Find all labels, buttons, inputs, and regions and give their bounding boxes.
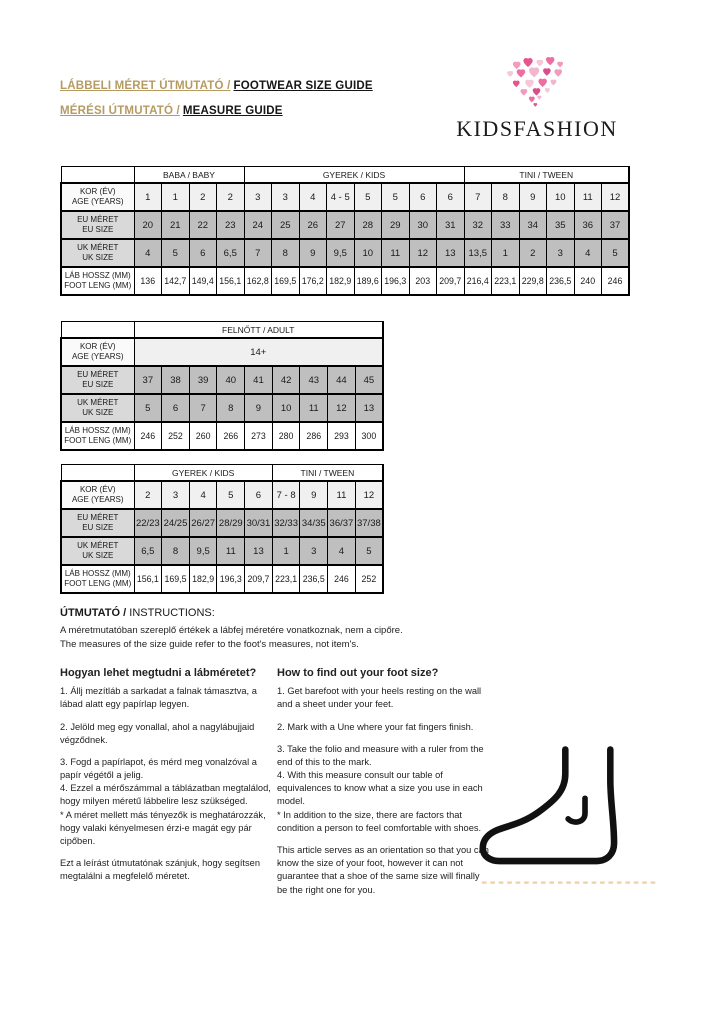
table-cell: 24 — [244, 211, 272, 239]
heart-cluster-icon — [504, 56, 570, 114]
row-label-line: FOOT LENG (MM) — [64, 579, 132, 588]
table-cell: 30 — [409, 211, 437, 239]
row-label-line: UK SIZE — [82, 408, 114, 417]
table-cell: 37 — [134, 366, 162, 394]
table-row-foot — [61, 565, 383, 593]
table-cell: 156,1 — [134, 565, 162, 593]
table-cell: 196,3 — [382, 267, 410, 295]
table-cell: 13 — [355, 394, 383, 422]
table-cell: 6 — [245, 481, 273, 509]
table-cell: 2 — [519, 239, 547, 267]
table-cell: 149,4 — [189, 267, 217, 295]
size-table-adult — [60, 321, 384, 451]
table-cell: 1 — [492, 239, 520, 267]
corner-blank-cell — [61, 322, 134, 339]
row-label-line: UK MÉRET — [77, 242, 119, 252]
table-row-eu — [61, 366, 383, 394]
page-title-1 — [60, 80, 373, 92]
instruction-paragraph: 3. Take the folio and measure with a ruler from the end of this to the mark. — [277, 743, 484, 767]
table-cell: 9 — [299, 239, 327, 267]
table-cell: 142,7 — [162, 267, 190, 295]
table-cell: 41 — [245, 366, 273, 394]
table-cell-merged: 14+ — [134, 338, 383, 366]
instruction-paragraph: 1. Állj mezítláb a sarkadat a falnak támasztva, a lábad alatt egy papírlap legyen. — [60, 686, 257, 710]
instruction-paragraph: 4. Ezzel a mérőszámmal a táblázatban megtalálod, hogy milyen méretű lábbelire lesz szükséged. — [60, 783, 271, 807]
table-cell: 3 — [162, 481, 190, 509]
table-row-uk — [61, 394, 383, 422]
table-cell: 4 — [299, 183, 327, 211]
table-cell: 11 — [217, 537, 245, 565]
table-cell: 7 - 8 — [272, 481, 300, 509]
table-cell: 21 — [162, 211, 190, 239]
table-cell: 162,8 — [244, 267, 272, 295]
table-cell: 44 — [328, 366, 356, 394]
table-cell: 9,5 — [189, 537, 217, 565]
table-cell: 2 — [189, 183, 217, 211]
instructions-column-english — [277, 666, 489, 897]
table-cell: 196,3 — [217, 565, 245, 593]
table-cell: 22/23 — [134, 509, 162, 537]
table-cell: 8 — [217, 394, 245, 422]
table-cell: 4 - 5 — [327, 183, 355, 211]
table-cell: 300 — [355, 422, 383, 450]
table-cell: 26/27 — [189, 509, 217, 537]
row-label — [61, 338, 134, 366]
age-group-header: TINI / TWEEN — [464, 167, 629, 184]
row-label — [61, 565, 134, 593]
table-cell: 229,8 — [519, 267, 547, 295]
instructions-steps-hu — [60, 685, 275, 883]
table-cell: 6,5 — [217, 239, 245, 267]
table-cell: 34 — [519, 211, 547, 239]
table-cell: 26 — [299, 211, 327, 239]
instructions-intro-hu: A méretmutatóban szereplő értékek a lábfej méretére vonatkoznak, nem a cipőre. — [60, 625, 403, 636]
table-cell: 28/29 — [217, 509, 245, 537]
title-2-english: MEASURE GUIDE — [182, 105, 283, 117]
table-cell: 25 — [272, 211, 300, 239]
table-cell: 13,5 — [464, 239, 492, 267]
instructions-heading-en: INSTRUCTIONS: — [126, 607, 215, 619]
row-label — [61, 211, 134, 239]
table-cell: 37/38 — [355, 509, 383, 537]
table-cell: 280 — [272, 422, 300, 450]
table-cell: 38 — [162, 366, 190, 394]
table-cell: 176,2 — [299, 267, 327, 295]
table-cell: 1 — [272, 537, 300, 565]
age-group-header: FELNŐTT / ADULT — [134, 322, 383, 339]
table-cell: 32/33 — [272, 509, 300, 537]
table-cell: 5 — [354, 183, 382, 211]
row-label — [61, 537, 134, 565]
age-group-header: GYEREK / KIDS — [244, 167, 464, 184]
table-cell: 6 — [189, 239, 217, 267]
row-label — [61, 366, 134, 394]
row-label — [61, 183, 134, 211]
brand-name: KIDSFASHION — [456, 116, 618, 141]
size-table-adult-table — [60, 321, 384, 451]
table-cell: 11 — [328, 481, 356, 509]
row-label-line: EU MÉRET — [77, 512, 119, 522]
table-cell: 4 — [134, 239, 162, 267]
row-label-line: EU MÉRET — [77, 214, 119, 224]
row-label-line: EU SIZE — [82, 225, 114, 234]
row-label-line: LÁB HOSSZ (MM) — [64, 425, 131, 435]
table-cell: 6 — [409, 183, 437, 211]
table-cell: 5 — [162, 239, 190, 267]
table-cell: 2 — [134, 481, 162, 509]
table-cell: 252 — [162, 422, 190, 450]
table-cell: 5 — [382, 183, 410, 211]
title-2-hungarian: MÉRÉSI ÚTMUTATÓ / — [60, 105, 180, 117]
instructions-section — [60, 607, 540, 897]
size-table-baby-kids-tween-table — [60, 166, 630, 296]
table-cell: 10 — [272, 394, 300, 422]
table-cell: 156,1 — [217, 267, 245, 295]
table-cell: 3 — [547, 239, 575, 267]
size-table-baby-kids-tween — [60, 166, 630, 296]
table-cell: 9 — [300, 481, 328, 509]
table-cell: 273 — [245, 422, 273, 450]
table-cell: 260 — [189, 422, 217, 450]
table-cell: 236,5 — [547, 267, 575, 295]
instructions-column-hungarian — [60, 666, 275, 897]
instruction-paragraph: * A méret mellett más tényezők is meghatározzák, hogy valaki kényelmesen érzi-e magát egy pár cipőben. — [60, 809, 266, 847]
table-row-uk — [61, 537, 383, 565]
page-title-2 — [60, 105, 373, 117]
table-cell: 31 — [437, 211, 465, 239]
ankle-detail-path — [568, 798, 585, 822]
table-cell: 30/31 — [245, 509, 273, 537]
table-cell: 10 — [547, 183, 575, 211]
table-cell: 3 — [300, 537, 328, 565]
row-label — [61, 481, 134, 509]
instruction-paragraph: 2. Mark with a Une where your fat fingers finish. — [277, 721, 474, 732]
table-cell: 33 — [492, 211, 520, 239]
table-cell: 12 — [409, 239, 437, 267]
title-1-hungarian: LÁBBELI MÉRET ÚTMUTATÓ / — [60, 80, 231, 92]
row-label — [61, 422, 134, 450]
corner-blank-cell — [61, 167, 134, 184]
row-label-line: KOR (ÉV) — [79, 341, 116, 351]
table-row-uk — [61, 239, 629, 267]
table-cell: 236,5 — [300, 565, 328, 593]
table-cell: 5 — [355, 537, 383, 565]
table-cell: 13 — [437, 239, 465, 267]
instructions-heading — [60, 607, 540, 619]
table-cell: 266 — [217, 422, 245, 450]
row-label — [61, 239, 134, 267]
table-cell: 8 — [492, 183, 520, 211]
table-cell: 246 — [134, 422, 162, 450]
table-cell: 35 — [547, 211, 575, 239]
table-cell: 20 — [134, 211, 162, 239]
table-cell: 182,9 — [327, 267, 355, 295]
table-cell: 240 — [574, 267, 602, 295]
table-row-foot — [61, 267, 629, 295]
row-label-line: UK MÉRET — [77, 397, 119, 407]
foot-outline-illustration — [476, 742, 664, 892]
row-label-line: LÁB HOSSZ (MM) — [64, 568, 131, 578]
title-1-english: FOOTWEAR SIZE GUIDE — [233, 80, 373, 92]
row-label-line: FOOT LENG (MM) — [64, 281, 132, 290]
table-cell: 3 — [272, 183, 300, 211]
instruction-paragraph: Ezt a leírást útmutatónak szánjuk, hogy segítsen megtalálni a megfelelő méretet. — [60, 858, 260, 882]
row-label-line: UK MÉRET — [77, 540, 119, 550]
table-cell: 209,7 — [245, 565, 273, 593]
size-table-double-sizes-table — [60, 464, 384, 594]
table-cell: 9 — [519, 183, 547, 211]
row-label-line: AGE (YEARS) — [71, 495, 124, 504]
table-cell: 23 — [217, 211, 245, 239]
header-titles — [60, 80, 373, 130]
row-label-line: AGE (YEARS) — [71, 352, 124, 361]
table-cell: 182,9 — [189, 565, 217, 593]
table-cell: 12 — [602, 183, 630, 211]
table-cell: 246 — [328, 565, 356, 593]
table-cell: 12 — [328, 394, 356, 422]
row-label — [61, 267, 134, 295]
table-row-eu — [61, 211, 629, 239]
row-label-line: KOR (ÉV) — [79, 484, 116, 494]
row-label-line: UK SIZE — [82, 253, 114, 262]
table-cell: 22 — [189, 211, 217, 239]
row-label-line: EU MÉRET — [77, 369, 119, 379]
table-cell: 29 — [382, 211, 410, 239]
instruction-paragraph: 4. With this measure consult our table of equivalences to know what a size you use in each model. — [277, 770, 483, 807]
table-cell: 203 — [409, 267, 437, 295]
instructions-intro-en: The measures of the size guide refer to the foot's measures, not item's. — [60, 638, 359, 650]
table-cell: 169,5 — [272, 267, 300, 295]
foot-outline-path — [483, 750, 614, 862]
table-cell: 27 — [327, 211, 355, 239]
table-row-age — [61, 183, 629, 211]
row-label — [61, 394, 134, 422]
row-label-line: EU SIZE — [82, 380, 114, 389]
table-cell: 40 — [217, 366, 245, 394]
table-cell: 11 — [300, 394, 328, 422]
table-row-age — [61, 338, 383, 366]
row-label-line: EU SIZE — [82, 523, 114, 532]
table-cell: 36 — [574, 211, 602, 239]
instruction-paragraph: 2. Jelöld meg egy vonallal, ahol a nagylábujjaid végződnek. — [60, 721, 255, 745]
table-cell: 209,7 — [437, 267, 465, 295]
table-cell: 136 — [134, 267, 162, 295]
table-cell: 11 — [382, 239, 410, 267]
table-cell: 37 — [602, 211, 630, 239]
table-cell: 6,5 — [134, 537, 162, 565]
age-group-header: BABA / BABY — [134, 167, 244, 184]
table-cell: 5 — [134, 394, 162, 422]
table-cell: 223,1 — [272, 565, 300, 593]
table-cell: 1 — [162, 183, 190, 211]
table-cell: 32 — [464, 211, 492, 239]
table-cell: 8 — [272, 239, 300, 267]
table-cell: 4 — [189, 481, 217, 509]
instruction-paragraph: This article serves as an orientation so that you can know the size of your foot, however it can not guarantee that a shoe of the same size will finally be the right one for you. — [277, 845, 489, 895]
instructions-title-en: How to find out your foot size? — [277, 666, 439, 679]
age-group-header: TINI / TWEEN — [272, 465, 383, 482]
table-cell: 11 — [574, 183, 602, 211]
table-cell: 223,1 — [492, 267, 520, 295]
table-cell: 4 — [328, 537, 356, 565]
table-cell: 3 — [244, 183, 272, 211]
table-cell: 36/37 — [328, 509, 356, 537]
table-cell: 45 — [355, 366, 383, 394]
table-cell: 7 — [464, 183, 492, 211]
table-cell: 252 — [355, 565, 383, 593]
table-cell: 5 — [602, 239, 630, 267]
table-cell: 1 — [134, 183, 162, 211]
table-cell: 293 — [328, 422, 356, 450]
table-cell: 169,5 — [162, 565, 190, 593]
row-label-line: AGE (YEARS) — [71, 197, 124, 206]
size-table-double-sizes — [60, 464, 384, 594]
table-cell: 216,4 — [464, 267, 492, 295]
table-cell: 24/25 — [162, 509, 190, 537]
table-cell: 6 — [437, 183, 465, 211]
table-cell: 10 — [354, 239, 382, 267]
corner-blank-cell — [61, 465, 134, 482]
row-label — [61, 509, 134, 537]
row-label-line: KOR (ÉV) — [79, 186, 116, 196]
table-cell: 4 — [574, 239, 602, 267]
table-cell: 9 — [245, 394, 273, 422]
instructions-title-hu: Hogyan lehet megtudni a lábméretet? — [60, 666, 257, 679]
table-cell: 8 — [162, 537, 190, 565]
table-cell: 42 — [272, 366, 300, 394]
table-cell: 246 — [602, 267, 630, 295]
row-label-line: UK SIZE — [82, 551, 114, 560]
instructions-heading-hu: ÚTMUTATÓ / — [60, 607, 127, 619]
table-cell: 28 — [354, 211, 382, 239]
table-cell: 7 — [189, 394, 217, 422]
table-cell: 9,5 — [327, 239, 355, 267]
table-cell: 12 — [355, 481, 383, 509]
table-row-age — [61, 481, 383, 509]
instruction-paragraph: 3. Fogd a papírlapot, és mérd meg vonalzóval a papír végétől a jelig. — [60, 756, 257, 781]
table-cell: 43 — [300, 366, 328, 394]
row-label-line: FOOT LENG (MM) — [64, 436, 132, 445]
table-cell: 13 — [245, 537, 273, 565]
instructions-columns — [60, 666, 540, 897]
instructions-steps-en — [277, 685, 489, 897]
table-row-eu — [61, 509, 383, 537]
brand-logo — [438, 56, 636, 142]
instruction-paragraph: * In addition to the size, there are factors that condition a person to feel comfortable with shoes. — [277, 809, 482, 833]
table-cell: 7 — [244, 239, 272, 267]
table-cell: 6 — [162, 394, 190, 422]
table-cell: 2 — [217, 183, 245, 211]
table-cell: 34/35 — [300, 509, 328, 537]
row-label-line: LÁB HOSSZ (MM) — [64, 270, 131, 280]
table-cell: 286 — [300, 422, 328, 450]
table-cell: 39 — [189, 366, 217, 394]
table-cell: 5 — [217, 481, 245, 509]
age-group-header: GYEREK / KIDS — [134, 465, 272, 482]
instruction-paragraph: 1. Get barefoot with your heels resting on the wall and a sheet under your feet. — [277, 686, 482, 710]
table-cell: 189,6 — [354, 267, 382, 295]
table-row-foot — [61, 422, 383, 450]
